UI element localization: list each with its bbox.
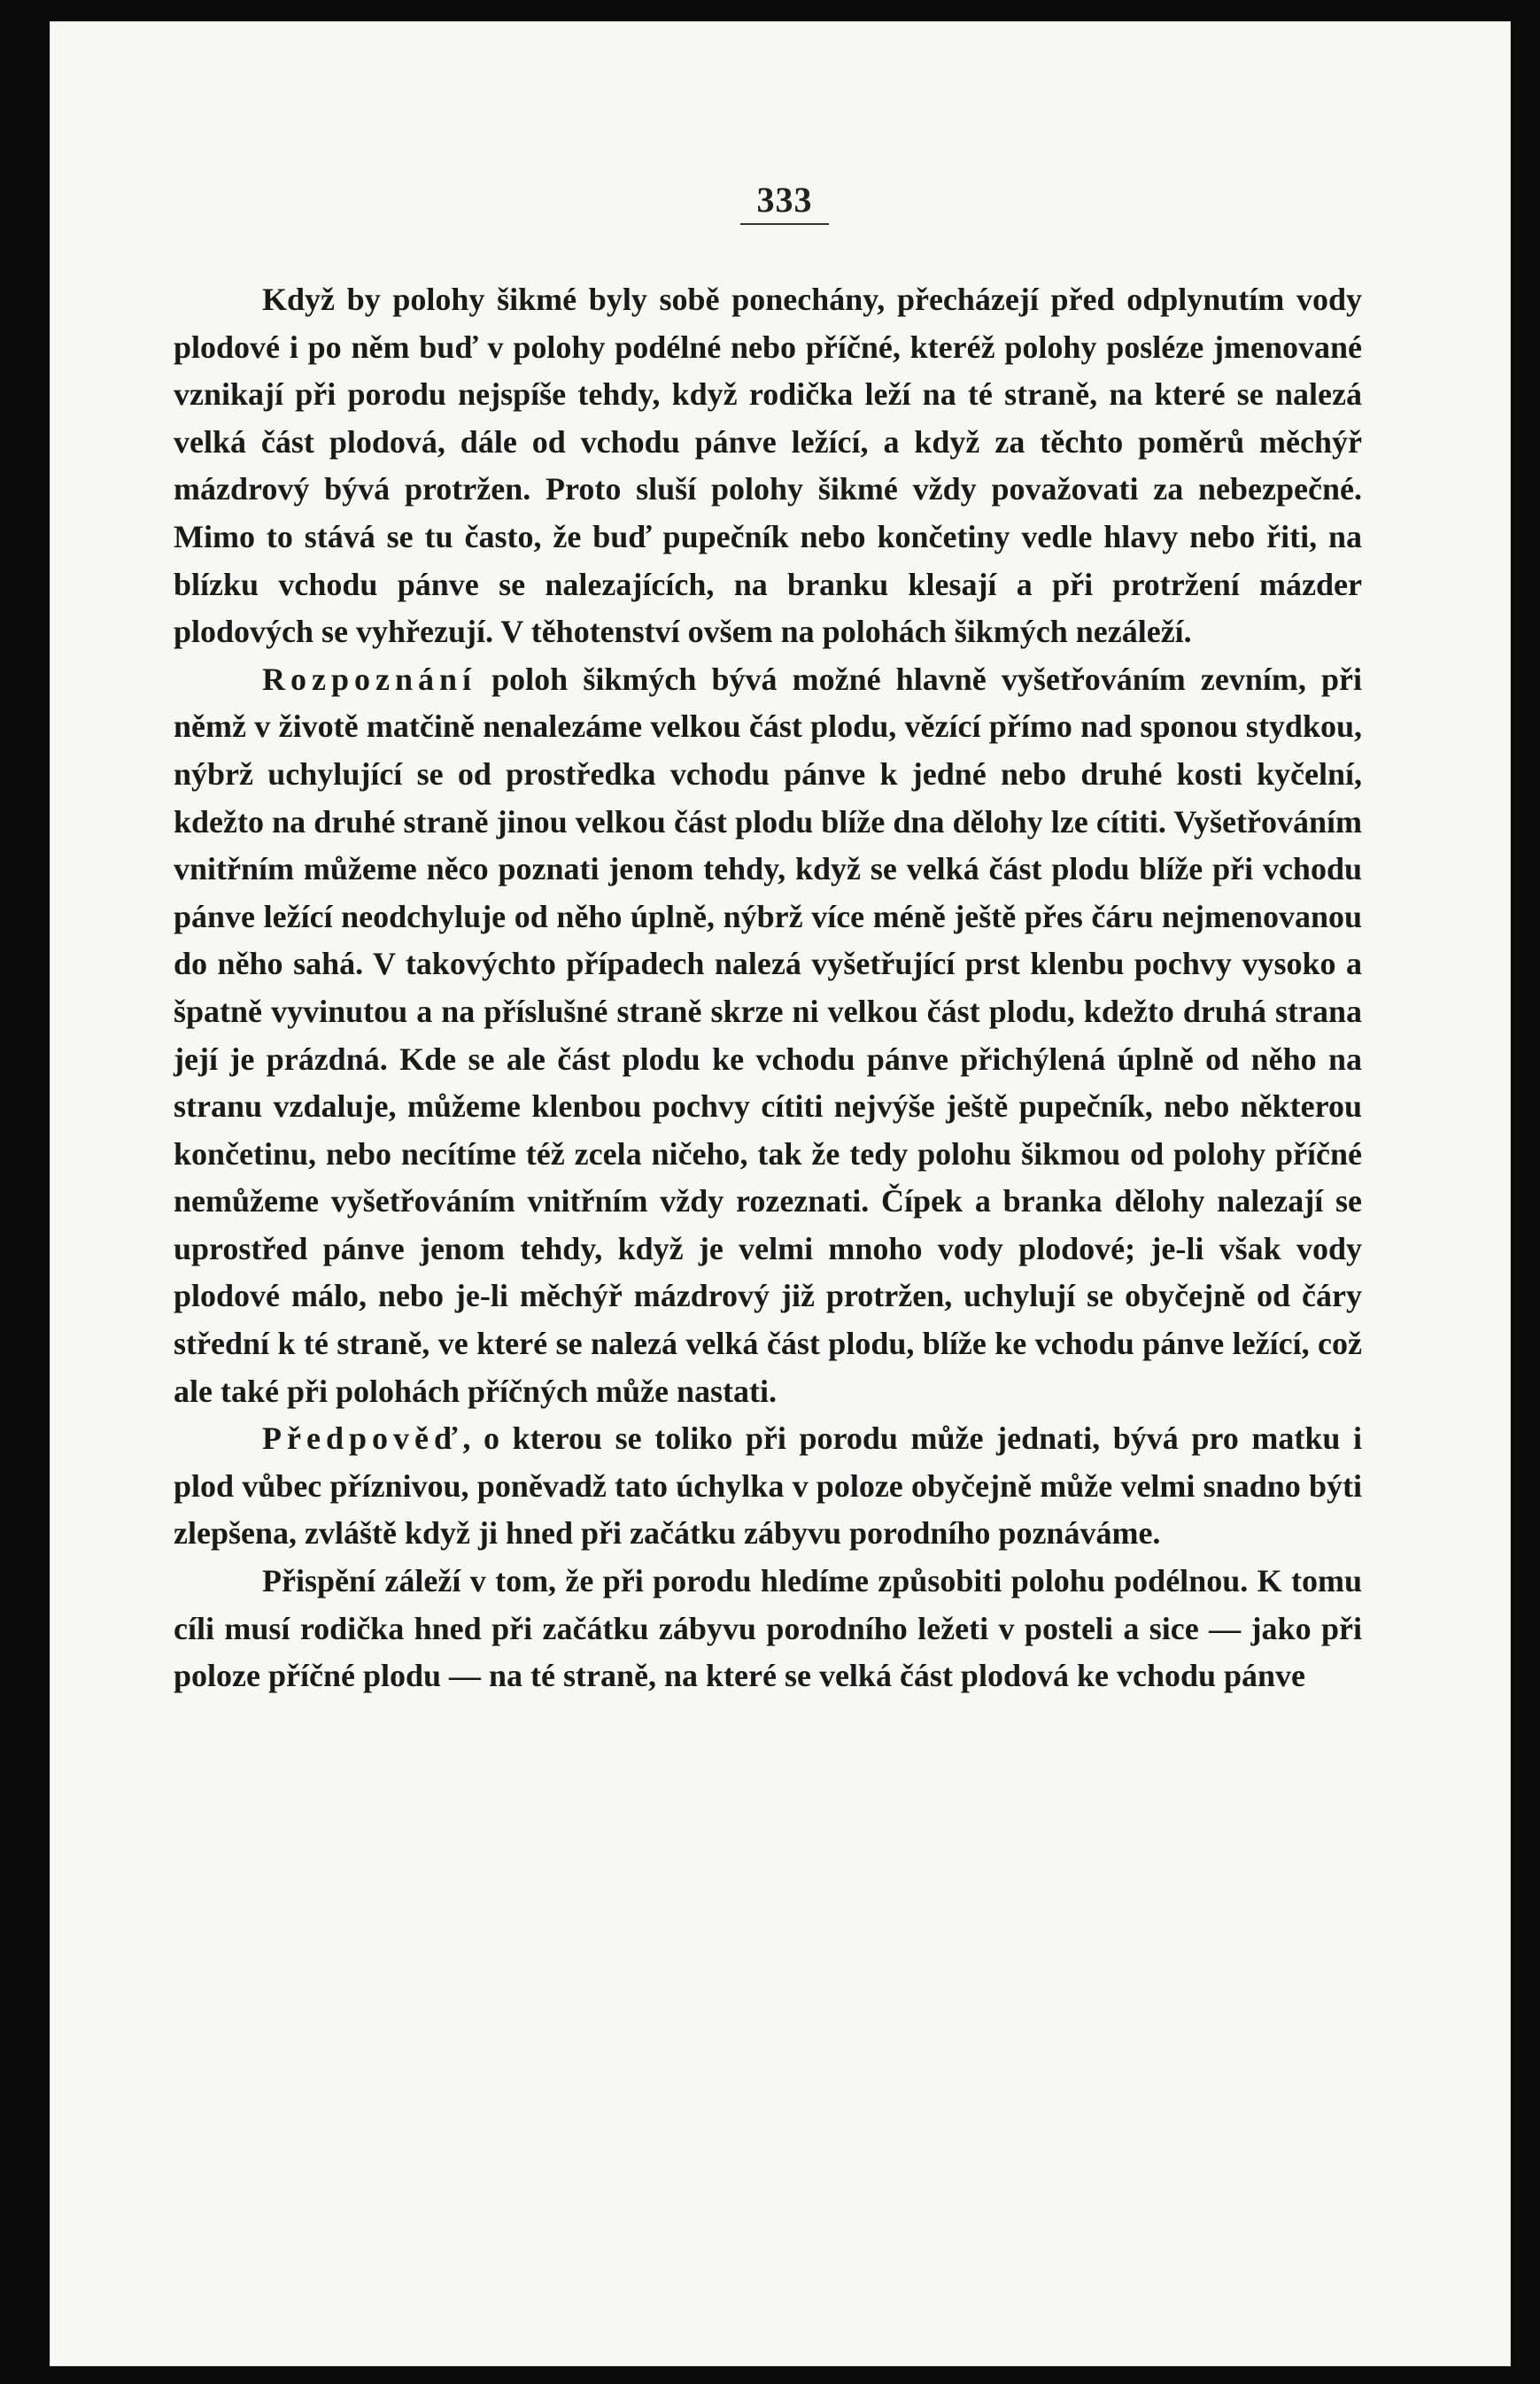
paragraph-2 — [174, 656, 1362, 1416]
body-text — [174, 276, 1362, 1700]
page-number-rule — [740, 223, 829, 225]
paragraph-3 — [174, 1415, 1362, 1558]
paragraph-1-text: Když by polohy šikmé byly sobě ponechány, přecházejí před odplynutím vody plodové i po něm buď v polohy podélné nebo příčné, kteréž polohy posléze jmenované vznikají při porodu nejspíše tehdy, když rodička leží na té straně, na které se nalezá velká část plodová, dále od vchodu pánve ležící, a když za těchto poměrů měchýř mázdrový bývá protržen. Proto sluší polohy šikmé vždy považovati za nebezpečné. Mimo to stává se tu často, že buď pupečník nebo končetiny vedle hlavy nebo řiti, na blízku vchodu pánve se nalezajících, na branku klesají a při protržení mázder plodových se vyhřezují. V těhotenství ovšem na polohách šikmých nezáleží. — [174, 282, 1362, 650]
paragraph-3-lead: Předpověď — [262, 1420, 463, 1457]
paragraph-1 — [174, 276, 1362, 656]
paragraph-4-text: Přispění záleží v tom, že při porodu hledíme způsobiti polohu podélnou. K tomu cíli musí rodička hned při začátku zábyvu porodního ležeti v posteli a sice — jako při poloze příčné plodu — na té straně, na které se velká část plodová ke vchodu pánve — [174, 1563, 1362, 1694]
book-page — [50, 21, 1511, 2366]
paragraph-2-lead: Rozpoznání — [262, 661, 477, 697]
page-number: 333 — [756, 180, 813, 220]
paragraph-4 — [174, 1558, 1362, 1700]
paragraph-2-text: poloh šikmých bývá možné hlavně vyšetřováním zevním, při němž v životě matčině nenalezáme velkou část plodu, vězící přímo nad sponou stydkou, nýbrž uchylující se od prostředka vchodu pánve k jedné nebo druhé kosti kyčelní, kdežto na druhé straně jinou velkou část plodu blíže dna dělohy lze cítiti. Vyšetřováním vnitřním můžeme něco poznati jenom tehdy, když se velká část plodu blíže při vchodu pánve ležící neodchyluje od něho úplně, nýbrž více méně ještě přes čáru nejmenovanou do něho sahá. V takovýchto případech nalezá vyšetřující prst klenbu pochvy vysoko a špatně vyvinutou a na příslušné straně skrze ni velkou část plodu, kdežto druhá strana její je prázdná. Kde se ale část plodu ke vchodu pánve přichýlená úplně od něho na stranu vzdaluje, můžeme klenbou pochvy cítiti nejvýše ještě pupečník, nebo některou končetinu, nebo necítíme též zcela ničeho, tak že tedy polohu šikmou od polohy příčné nemůžeme vyšetřováním vnitřním vždy rozeznati. Čípek a branka dělohy nalezají se uprostřed pánve jenom tehdy, když je velmi mnoho vody plodové; je-li však vody plodové málo, nebo je-li měchýř mázdrový již protržen, uchylují se obyčejně od čáry střední k té straně, ve které se nalezá velká část plodu, blíže ke vchodu pánve ležící, což ale také při polohách příčných může nastati. — [174, 661, 1362, 1409]
paragraph-3-text: , o kterou se toliko při porodu může jednati, bývá pro matku i plod vůbec příznivou, poněvadž tato úchylka v poloze obyčejně může velmi snadno býti zlepšena, zvláště když ji hned při začátku zábyvu porodního poznáváme. — [174, 1420, 1362, 1552]
